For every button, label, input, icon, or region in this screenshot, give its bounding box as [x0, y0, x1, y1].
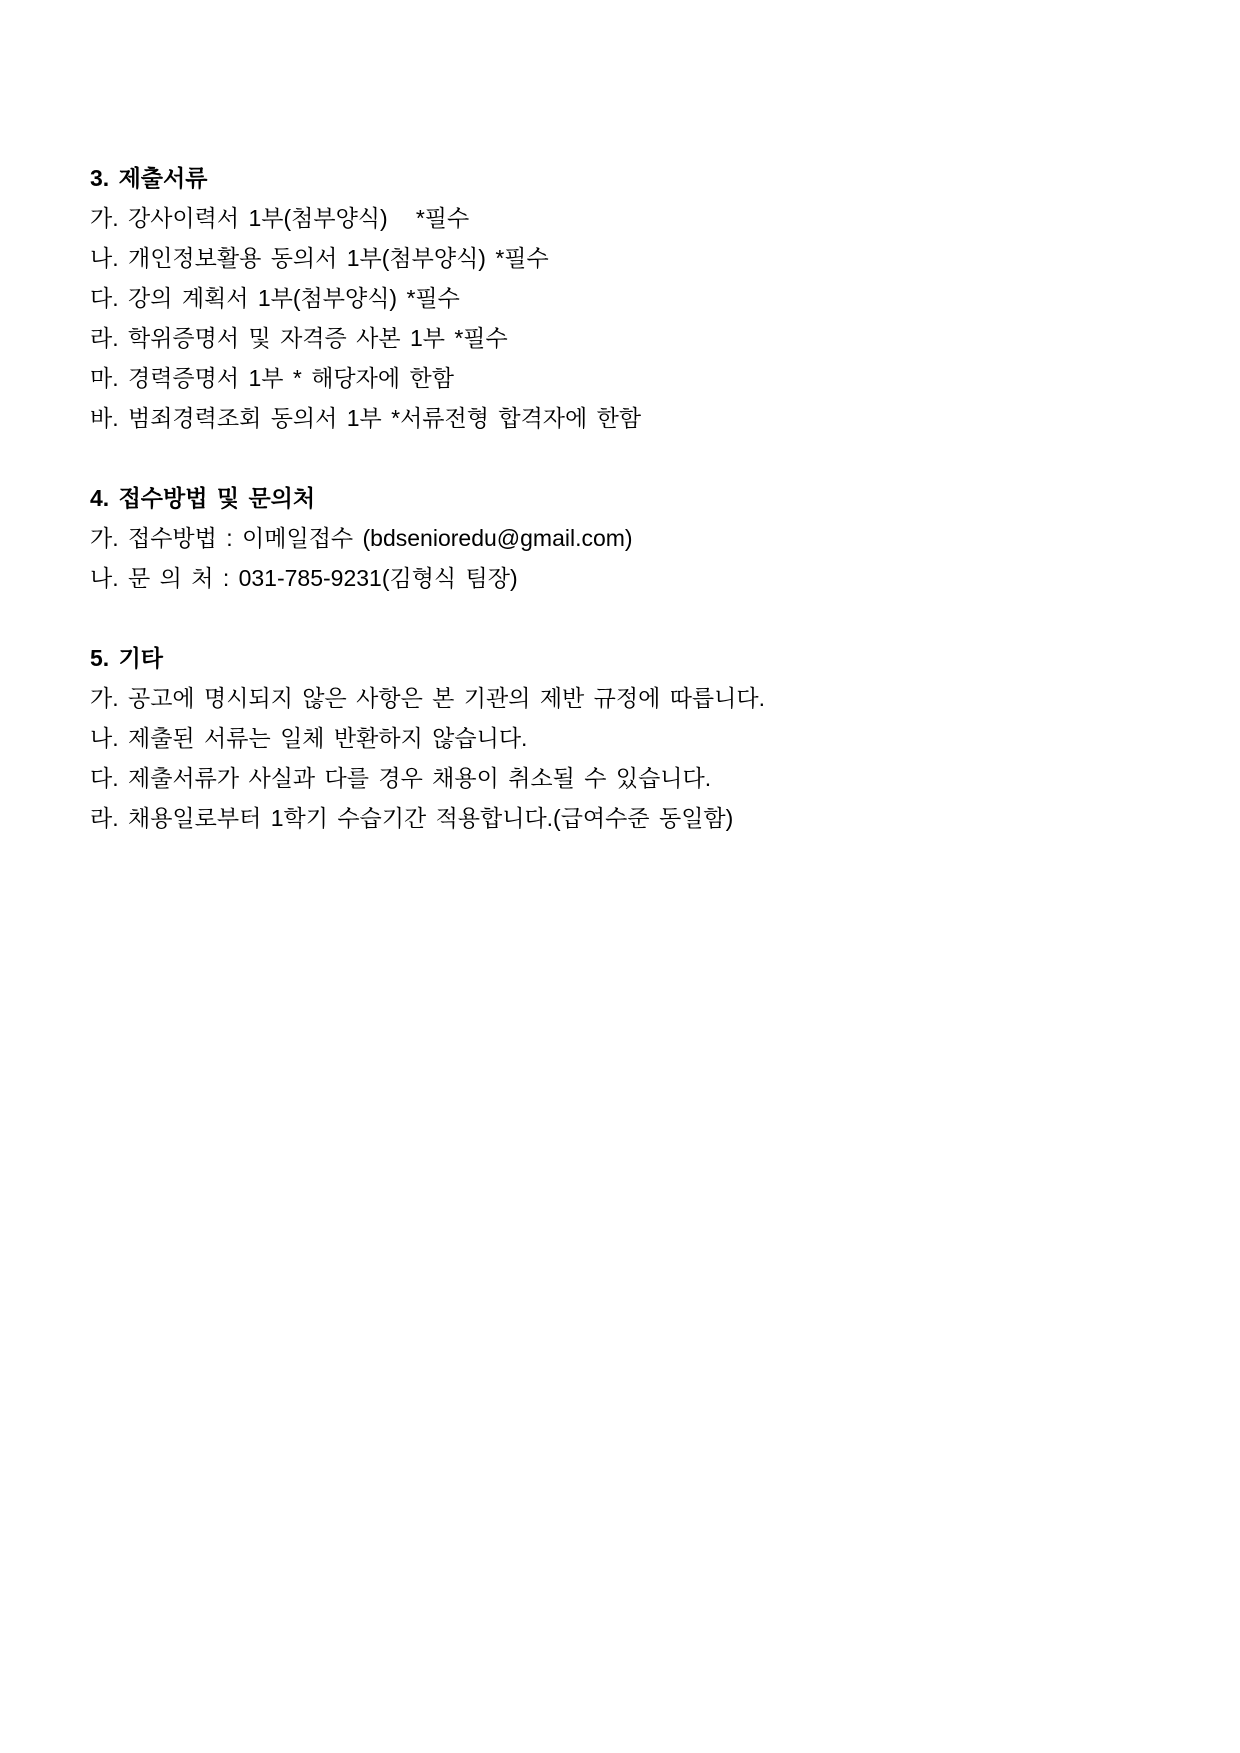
list-item: 나. 문 의 처 : 031-785-9231(김형식 팀장)	[90, 565, 518, 591]
section-application-contact	[90, 478, 1150, 598]
list-item: 나. 개인정보활용 동의서 1부(첨부양식) *필수	[90, 245, 549, 271]
list-item: 가. 공고에 명시되지 않은 사항은 본 기관의 제반 규정에 따릅니다.	[90, 685, 765, 711]
document-body	[90, 158, 1150, 878]
list-item: 라. 학위증명서 및 자격증 사본 1부 *필수	[90, 325, 508, 351]
list-item: 다. 강의 계획서 1부(첨부양식) *필수	[90, 285, 460, 311]
list-item: 마. 경력증명서 1부 * 해당자에 한함	[90, 365, 454, 391]
section-heading: 3. 제출서류	[90, 165, 208, 191]
section-heading: 5. 기타	[90, 645, 164, 671]
list-item: 다. 제출서류가 사실과 다를 경우 채용이 취소될 수 있습니다.	[90, 765, 712, 791]
section-heading: 4. 접수방법 및 문의처	[90, 485, 316, 511]
section-other	[90, 638, 1150, 838]
list-item: 나. 제출된 서류는 일체 반환하지 않습니다.	[90, 725, 528, 751]
list-item: 가. 강사이력서 1부(첨부양식) *필수	[90, 205, 470, 231]
list-item: 라. 채용일로부터 1학기 수습기간 적용합니다.(급여수준 동일함)	[90, 805, 734, 831]
list-item: 가. 접수방법 : 이메일접수 (bdsenioredu@gmail.com)	[90, 525, 633, 551]
list-item: 바. 범죄경력조회 동의서 1부 *서류전형 합격자에 한함	[90, 405, 642, 431]
section-submission-documents	[90, 158, 1150, 438]
